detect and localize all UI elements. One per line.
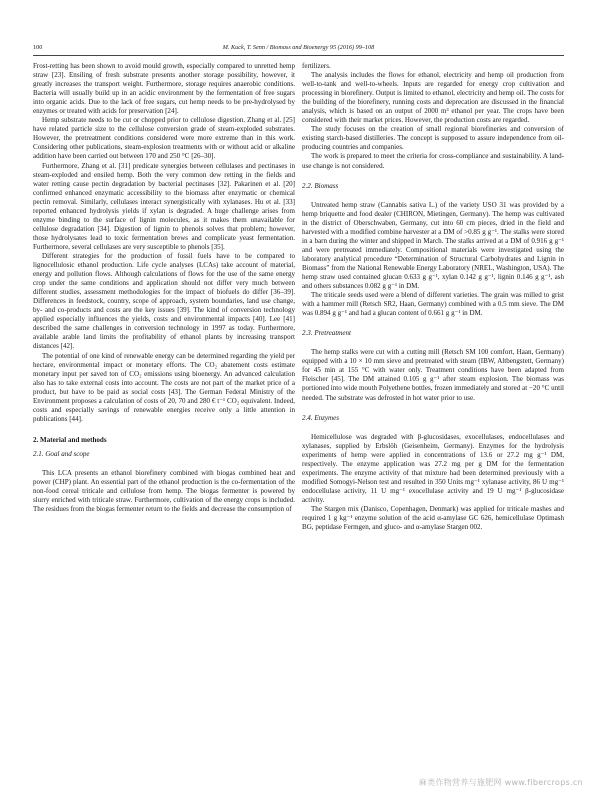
page-number: 100 — [33, 44, 43, 51]
paragraph: fertilizers. — [302, 62, 331, 70]
watermark: 麻类作物营养与施肥网 www.fibercrops.cn — [418, 778, 583, 787]
section-heading: 2. Material and methods — [33, 435, 107, 444]
paragraph: The Stargen mix (Danisco, Copenhagen, Denmark) was applied for triticale mashes and required 1 g kg⁻¹ enzyme solution of the acid α-amylase GC 626, hemicellulase Optimash BG, peptidase Fermgen, and gluco- and α-amylase Stargen 002. — [302, 504, 564, 532]
paragraph: The triticale seeds used were a blend of different varieties. The grain was milled to grist with a hammer mill (Retsch SR2, Haan, Germany) combined with a 0.5 mm sieve. The DM was 0.894 g g⁻¹ and had a glucan content of 0.661 g g⁻¹ in DM. — [302, 291, 564, 318]
paragraph: Untreated hemp straw (Cannabis sativa L.) of the variety USO 31 was provided by a hemp briquette and food dealer (CHIRON, Mietingen, Germany). The hemp was cultivated in the district of Oberschwaben, Germany, cut into 60 cm pieces, dried in the field and harvested with a modified combine harvester at a DM of >0.85 g g⁻¹. The stalks were stored in a barn during the winter and shipped in March. The stalks arrived at a DM of 0.916 g g⁻¹ and were pretreated immediately. Compositional materials were investigated using the laboratory analytical procedure “Determination of Structural Carbohydrates and Lignin in Biomass” from the National Renewable Energy Laboratory (NREL, Washington, USA). The hemp straw used contained glucan 0.633 g g⁻¹, xylan 0.142 g g⁻¹, lignin 0.146 g g⁻¹, ash and others substances 0.082 g g⁻¹ in DM. — [302, 200, 564, 291]
paragraph: Frost-retting has been shown to avoid mould growth, especially compared to unretted hemp straw [23]. Ensiling of fresh substrate presents another storage possibility, however, it greatly increases the transport weight. Furthermore, storage requires anaerobic conditions. Bacteria will usually build up in an acidic environment by the fermentation of free sugars into organic acids. Due to the lack of free sugars, cut hemp needs to be pre-hydrolysed by enzymes or treated with acids for preservation [24]. — [33, 62, 295, 116]
paragraph: Different strategies for the production of fossil fuels have to be compared to lignocellulosic ethanol production. Life cycle analyses (LCAs) take account of material, energy and pollution flows. Although calculations of flows for the use of the same energy crop under the same conditions and application should not differ very much between different studies, assessment methodologies for the impact of biofuels do differ [36–39]. Differences in feedstock, country, scope of approach, system boundaries, land use change, by- and co-products and costs are the key issues [39]. The kind of conversion technology applied especially influences the yields, costs and environmental impacts [40]. Lee [41] described the same challenges in conversion technology in 1997 as today. Furthermore, available arable land limits the profitability of ethanol plants by increasing transport distances [42]. — [33, 251, 295, 351]
left-column — [33, 62, 295, 514]
subsection-heading: 2.1. Goal and scope — [33, 449, 90, 458]
subsection-heading: 2.2. Biomass — [302, 181, 339, 190]
page-header — [33, 44, 564, 54]
paragraph: The hemp stalks were cut with a cutting mill (Retsch SM 100 comfort, Haan, Germany) equipped with a 10 × 10 mm sieve and pretreated with steam (IBW, Altbengstett, Germany) for 45 min at 155 °C with water only. Treatment conditions have been adapted from Fleischer [45]. The DM attained 0.105 g g⁻¹ after steam explosion. The biomass was portioned into wide mouth Polyethene bottles, frozen immediately and stored at −20 °C until needed. The substrate was defrosted in hot water prior to use. — [302, 348, 564, 402]
paragraph: The analysis includes the flows for ethanol, electricity and hemp oil production from well-to-tank and well-to-wheels. Inputs are regarded for energy crop cultivation and processing in biorefinery. Output is limited to ethanol, electricity and hemp oil. The costs for the building of the biorefinery, running costs and deprecation are discussed in the financial analysis, which is based on an output of 2000 m³ ethanol per year. The crops have been considered with their market prices. However, the production costs are regarded. — [302, 71, 564, 125]
paragraph: The work is prepared to meet the criteria for cross-compliance and sustainability. A land-use change is not considered. — [302, 152, 564, 170]
paragraph: Hemicellulose was degraded with β-glucosidases, exocellulases, endocellulases and xylanases, supplied by Erbslöh (Geisenheim, Germany). Enzymes for the hydrolysis experiments of hemp were applied in concentrations of 13.6 or 27.2 mg g⁻¹ DM, respectively. The enzyme application was 27.2 mg per g DM for the fermentation experiments. The enzyme activity of that mixture had been determined previously with a modified Somogyi-Nelson test and resulted in 350 Units mg⁻¹ xylanase activity, 86 U mg⁻¹ endocellulase activity, 11 U mg⁻¹ exocellulase activity and 19 U mg⁻¹ β-glucosidase activity. — [302, 432, 564, 504]
running-title: M. Kuck, T. Senn / Biomass and Bioenergy 95 (2016) 99–108 — [222, 44, 375, 51]
paragraph: Furthermore, Zhang et al. [31] predicate synergies between cellulases and pectinases in steam-exploded and ensiled hemp. Both the very common dew retting in the fields and water retting cause pectin degradation by bacterial pectinases [32]. Pakarinen et al. [20] confirmed enhanced enzymatic accessibility to the biomass after enzymatic or chemical pectin removal. Similarly, cellulases interact synergistically with xylanases. Hu et al. [33] reported enhanced hydrolysis yields if xylan is degraded. A huge challenge arises from enzyme binding to the surface of lignin molecules, as it makes them unavailable for cellulose degradation [34]. Digestion of lignin to phenols solves that problem; however, those hydrolysates lead to toxic fermentation brews and complicate yeast fermentation. Furthermore, several cellulases are very susceptible to phenols [35]. — [33, 161, 295, 251]
header-rule — [33, 55, 564, 56]
paragraph: Hemp substrate needs to be cut or chopped prior to cellulose digestion. Zhang et al. [25] have related particle size to the cellulose conversion grade of steam-exploded substrates. However, the pretreatment conditions considered were more extreme than in this work. Considering other publications, steam-explosion treatments with or without acid or alkaline addition have been carried out between 170 and 250 °C [26–30]. — [33, 116, 295, 161]
paragraph: This LCA presents an ethanol biorefinery combined with biogas combined heat and power (CHP) plant. An essential part of the ethanol production is the co-fermentation of the non-food cereal triticale and cellulose from hemp. The biogas fermenter is powered by slurry enriched with triticale straw. Furthermore, cultivation of the energy crops is included. The residues from the biogas fermenter return to the fields and decrease the consumption of — [33, 468, 295, 514]
right-column — [302, 62, 564, 532]
paragraph: The study focuses on the creation of small regional biorefineries and conversion of existing starch-based distilleries. The concept is supposed to assure independence from oil-producing countries and companies. — [302, 125, 564, 152]
subsection-heading: 2.4. Enzymes — [302, 413, 339, 422]
subsection-heading: 2.3. Pretreatment — [302, 329, 351, 338]
paragraph: The potential of one kind of renewable energy can be determined regarding the yield per hectare, environmental impact or monetary efforts. The CO₂ abatement costs estimate monetary input per saved ton of CO₂ emissions using bioenergy. An advanced calculation also has to take external costs into account. The costs are not part of the market price of a product, but have to be paid as social costs [43]. The German Federal Ministry of the Environment proposes a calculation of costs of 20, 70 and 280 € t⁻¹ CO₂ equivalent. Indeed, costs and especially savings of renewable energies receive only a little attention in publications [44]. — [33, 351, 295, 423]
